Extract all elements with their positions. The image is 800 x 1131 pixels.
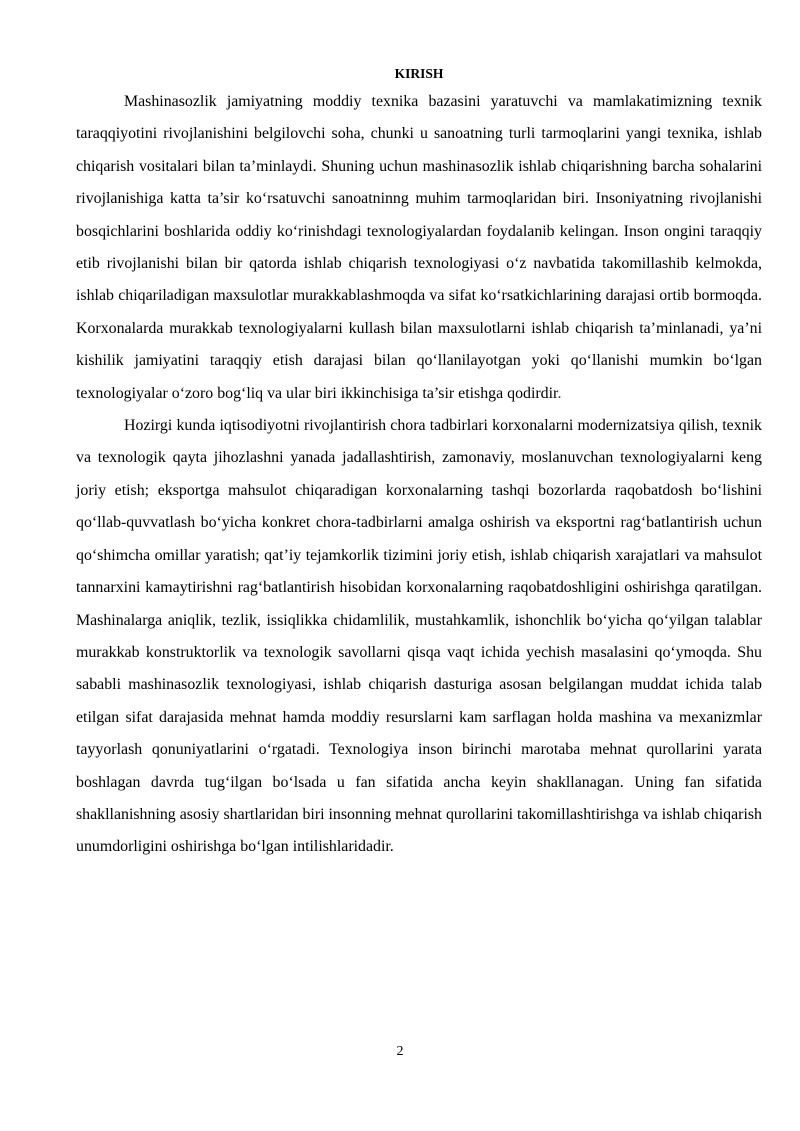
paragraph-2: Hozirgi kunda iqtisodiyotni rivojlantirish chora tadbirlari korxonalarni modernizatsiya qilish, texnik va texnologik qayta jihozlashni yanada jadallashtirish, zamonaviy, moslanuvchan texnologiyalarni keng joriy etish; eksportga mahsulot chiqaradigan korxonalarning tashqi bozorlarda raqobatdosh bo‘lishini qo‘llab-quvvatlash bo‘yicha konkret chora-tadbirlarni amalga oshirish va eksportni rag‘batlantirish uchun qo‘shimcha omillar yaratish; qat’iy tejamkorlik tizimini joriy etish, ishlab chiqarish xarajatlari va mahsulot tannarxini kamaytirishni rag‘batlantirish hisobidan korxonalarning raqobatdoshligini oshirishga qaratilgan. Mashinalarga aniqlik, tezlik, issiqlikka chidamlilik, mustahkamlik, ishonchlik bo‘yicha qo‘yilgan talablar murakkab konstruktorlik va texnologik savollarni qisqa vaqt ichida yechish masalasini qo‘ymoqda. Shu sababli mashinasozlik texnologiyasi, ishlab chiqarish dasturiga asosan belgilangan muddat ichida talab etilgan sifat darajasida mehnat hamda moddiy resurslarni kam sarflagan holda mashina va mexanizmlar tayyorlash qonuniyatlarini o‘rgatadi. Texnologiya inson birinchi marotaba mehnat qurollarini yarata boshlagan davrda tug‘ilgan bo‘lsada u fan sifatida ancha keyin shakllanagan. Uning fan sifatida shakllanishning asosiy shartlaridan biri insonning mehnat qurollarini takomillashtirishga va ishlab chiqarish unumdorligini oshirishga bo‘lgan intilishlaridadir. — [76, 417, 762, 856]
document-body — [76, 64, 762, 864]
section-heading: KIRISH — [394, 66, 444, 81]
paragraph-1-end-mark: . — [557, 384, 562, 402]
page-number: 2 — [396, 1044, 404, 1059]
paragraph-1 — [76, 86, 762, 410]
paragraph-1-text: Mashinasozlik jamiyatning moddiy texnika bazasini yaratuvchi va mamlakatimizning texnik taraqqiyotini rivojlanishini belgilovchi soha, chunki u sanoatning turli tarmoqlarini yangi texnika, ishlab chiqarish vositalari bilan ta’minlaydi. Shuning uchun mashinasozlik ishlab chiqarishning barcha sohalarini rivojlanishiga katta ta’sir ko‘rsatuvchi sanoatninng muhim tarmoqlaridan biri. Insoniyatning rivojlanishi bosqichlarini boshlarida oddiy ko‘rinishdagi texnologiyalardan foydalanib kelingan. Inson ongini taraqqiy etib rivojlanishi bilan bir qatorda ishlab chiqarish texnologiyasi o‘z navbatida takomillashib kelmokda, ishlab chiqariladigan maxsulotlar murakkablashmoqda va sifat ko‘rsatkichlarining darajasi ortib bormoqda. Korxonalarda murakkab texnologiyalarni kullash bilan maxsulotlarni ishlab chiqarish ta’minlanadi, ya’ni kishilik jamiyatini taraqqiy etish darajasi bilan qo‘llanilayotgan yoki qo‘llanishi mumkin bo‘lgan texnologiyalar o‘zoro bog‘liq va ular biri ikkinchisiga ta’sir etishga qodirdir — [76, 93, 762, 402]
